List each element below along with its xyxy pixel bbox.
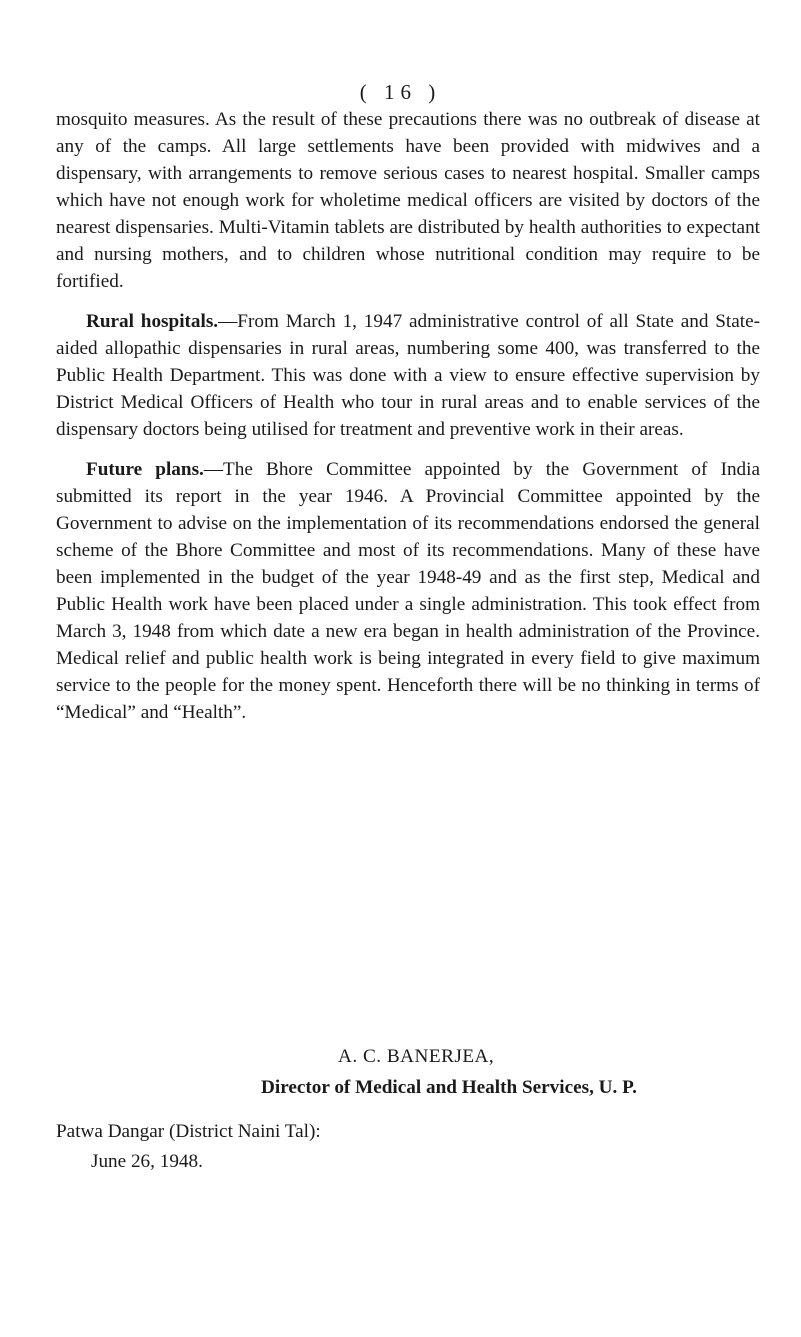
run-in-heading-future-plans: Future plans. [86,459,204,480]
paragraph-body-future-plans: —The Bhore Committee appointed by the Government of India submitted its report in the year 1946. A Provincial Committee appointed by the Government to advise on the implementation of its recommendations endorsed the general scheme of the Bhore Committee and most of its recommendations. Many of these have been implemented in the budget of the year 1948-49 and as the first step, Medical and Public Health work have been placed under a single administration. This took effect from March 3, 1948 from which date a new era began in health administration of the Province. Medical relief and public health work is being integrated in every field to give maximum service to the people for the money spent. Henceforth there will be no thinking in terms of “Medical” and “Health”. [56,459,760,723]
place-line: Patwa Dangar (District Naini Tal): [56,1121,321,1142]
signatory-title: Director of Medical and Health Services, U. P. [261,1077,637,1098]
paragraph-continuation: mosquito measures. As the result of these precautions there was no outbreak of disease at any of the camps. All large settlements have been provided with midwives and a dispensary, with arrangements to remove serious cases to nearest hospital. Smaller camps which have not enough work for wholetime medical officers are visited by doctors of the nearest dispensaries. Multi-Vitamin tablets are distributed by health authorities to expectant and nursing mothers, and to children whose nutritional condition may require to be fortified. [56,109,760,292]
date-line: June 26, 1948. [91,1151,203,1172]
run-in-heading-rural-hospitals: Rural hospitals. [86,311,219,332]
signatory-name: A. C. BANERJEA, [338,1046,495,1067]
body-text [56,106,760,726]
paragraph-future-plans [56,456,760,726]
page-number: ( 16 ) [359,80,442,104]
paragraph-body-rural-hospitals: —From March 1, 1947 administrative control of all State and State-aided allopathic dispensaries in rural areas, numbering some 400, was transferred to the Public Health Department. This was done with a view to ensure effective supervision by District Medical Officers of Health who tour in rural areas and to enable services of the dispensary doctors being utilised for treatment and preventive work in their areas. [56,311,761,440]
paragraph-rural-hospitals [56,308,760,443]
